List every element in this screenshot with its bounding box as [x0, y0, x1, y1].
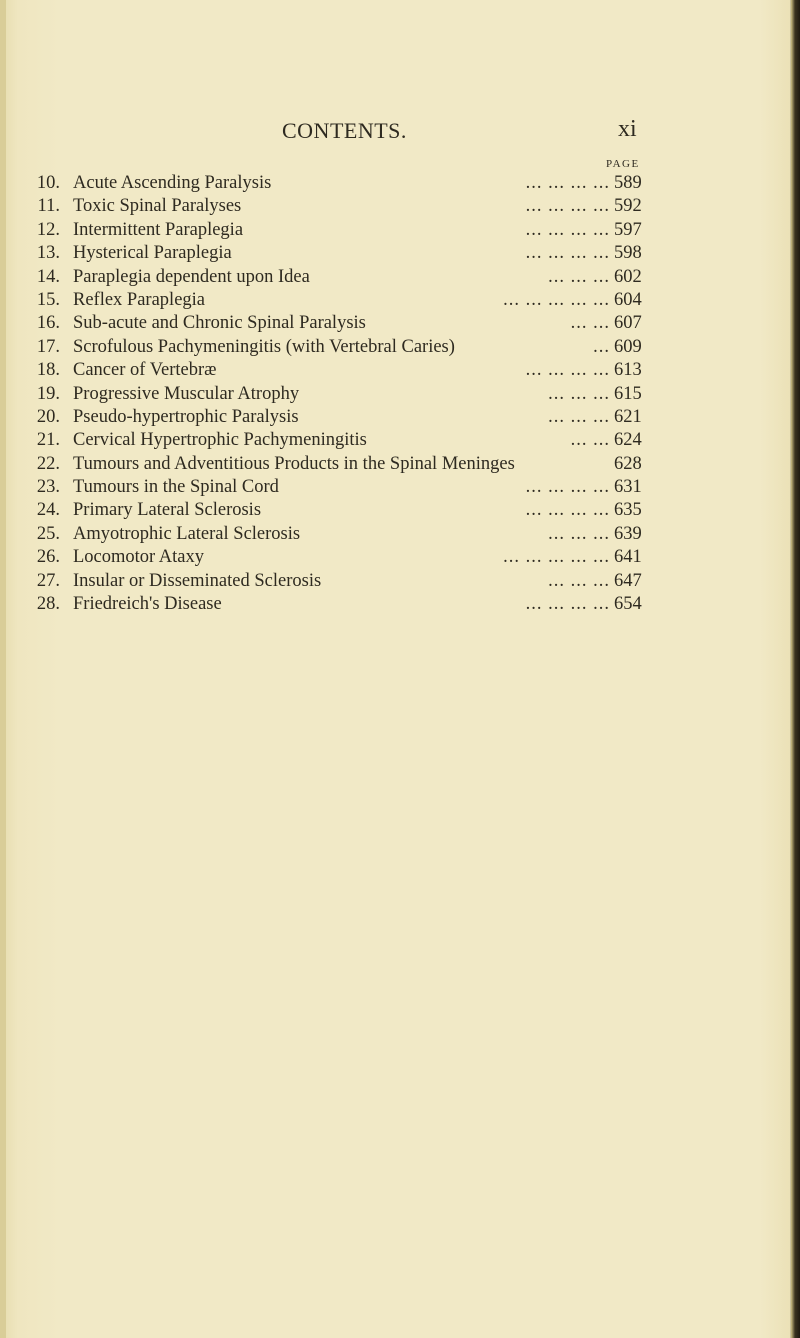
dot-leader: ... ... ... ...: [525, 243, 610, 264]
contents-entry: [26, 570, 656, 593]
entry-page: 604: [614, 289, 642, 310]
dot-leader: ... ... ... ...: [525, 219, 610, 240]
entry-title: Insular or Disseminated Sclerosis: [73, 570, 322, 591]
entry-title: Hysterical Paraplegia: [73, 243, 232, 264]
contents-entry: [26, 266, 656, 289]
entry-number: 10.: [36, 173, 60, 193]
entry-page: 597: [614, 219, 642, 240]
entry-number: 13.: [36, 243, 60, 264]
dot-leader: ... ... ...: [548, 266, 610, 287]
entry-title: Cancer of Vertebræ: [73, 360, 217, 381]
contents-entry: [26, 289, 656, 312]
entry-page: 635: [614, 500, 642, 521]
contents-entry: [26, 523, 656, 546]
entry-page: 641: [614, 547, 642, 568]
entry-number: 19.: [36, 383, 60, 404]
entry-number: 16.: [36, 313, 60, 334]
entry-number: 27.: [36, 570, 60, 591]
entry-number: 11.: [37, 196, 60, 217]
contents-entry: [26, 172, 656, 195]
entry-page: 628: [614, 453, 642, 474]
dot-leader: ... ...: [570, 430, 610, 451]
entry-page: 589: [614, 173, 642, 193]
dot-leader: ... ... ... ... ...: [503, 547, 610, 568]
entry-page: 607: [614, 313, 642, 334]
entry-page: 621: [614, 406, 642, 427]
entry-title: Sub-acute and Chronic Spinal Paralysis: [73, 313, 366, 334]
dot-leader: ... ... ... ...: [525, 594, 610, 615]
contents-entry: [26, 499, 656, 522]
entry-number: 22.: [36, 453, 60, 474]
entry-page: 613: [614, 360, 642, 381]
contents-entry: [26, 312, 656, 335]
dot-leader: ... ... ... ...: [525, 500, 610, 521]
dot-leader: ... ... ...: [548, 383, 610, 404]
contents-entry: [26, 336, 656, 359]
entry-title: Progressive Muscular Atrophy: [73, 383, 300, 404]
contents-entry: [26, 242, 656, 265]
dot-leader: ... ... ... ...: [525, 477, 610, 498]
entry-page: 631: [614, 477, 642, 498]
entry-page: 624: [614, 430, 642, 451]
entry-title: Acute Ascending Paralysis: [73, 173, 272, 193]
entry-title: Paraplegia dependent upon Idea: [73, 266, 310, 287]
folio: xi: [618, 116, 637, 142]
dot-leader: ... ... ... ...: [525, 360, 610, 381]
entry-title: Friedreich's Disease: [73, 594, 222, 615]
dot-leader: [515, 453, 614, 476]
entry-title: Reflex Paraplegia: [73, 289, 206, 310]
contents-list: [26, 172, 656, 616]
dot-leader: ...: [593, 336, 610, 357]
entry-title: Intermittent Paraplegia: [73, 219, 244, 240]
contents-entry: [26, 406, 656, 429]
entry-title: Scrofulous Pachymeningitis (with Vertebral Caries): [73, 336, 455, 357]
entry-number: 26.: [36, 547, 60, 568]
dot-leader: ... ... ... ...: [525, 173, 610, 193]
contents-entry: [26, 219, 656, 242]
entry-number: 25.: [36, 523, 60, 544]
entry-title: Tumours in the Spinal Cord: [73, 477, 279, 498]
page-gutter-edge: [0, 0, 6, 1338]
contents-entry: [26, 429, 656, 452]
entry-number: 28.: [36, 594, 60, 615]
entry-title: Pseudo-hypertrophic Paralysis: [73, 406, 299, 427]
entry-title: Toxic Spinal Paralyses: [73, 196, 242, 217]
contents-entry: [26, 453, 656, 476]
dot-leader: ... ... ...: [548, 570, 610, 591]
page-column-label: PAGE: [606, 158, 640, 170]
entry-title: Amyotrophic Lateral Sclerosis: [73, 523, 301, 544]
contents-entry: [26, 359, 656, 382]
entry-number: 20.: [36, 406, 60, 427]
entry-number: 21.: [36, 430, 60, 451]
page-outer-edge: [791, 0, 800, 1338]
entry-number: 24.: [36, 500, 60, 521]
running-title: CONTENTS.: [282, 118, 407, 143]
dot-leader: ... ... ... ...: [525, 196, 610, 217]
entry-page: 598: [614, 243, 642, 264]
dot-leader: ... ... ... ... ...: [503, 289, 610, 310]
dot-leader: ... ... ...: [548, 406, 610, 427]
entry-page: 602: [614, 266, 642, 287]
contents-entry: [26, 593, 656, 616]
entry-page: 639: [614, 523, 642, 544]
entry-title: Tumours and Adventitious Products in the Spinal Meninges: [73, 453, 515, 474]
contents-entry: [26, 546, 656, 569]
entry-page: 647: [614, 570, 642, 591]
dot-leader: ... ... ...: [548, 523, 610, 544]
entry-title: Locomotor Ataxy: [73, 547, 205, 568]
entry-number: 15.: [36, 289, 60, 310]
contents-entry: [26, 383, 656, 406]
contents-entry: [26, 195, 656, 218]
entry-number: 12.: [36, 219, 60, 240]
entry-page: 592: [614, 196, 642, 217]
entry-page: 609: [614, 336, 642, 357]
entry-title: Cervical Hypertrophic Pachymeningitis: [73, 430, 367, 451]
entry-title: Primary Lateral Sclerosis: [73, 500, 262, 521]
entry-number: 17.: [36, 336, 60, 357]
entry-number: 18.: [36, 360, 60, 381]
dot-leader: ... ...: [570, 313, 610, 334]
entry-page: 654: [614, 594, 642, 615]
entry-page: 615: [614, 383, 642, 404]
entry-number: 14.: [36, 266, 60, 287]
entry-number: 23.: [36, 477, 60, 498]
contents-entry: [26, 476, 656, 499]
